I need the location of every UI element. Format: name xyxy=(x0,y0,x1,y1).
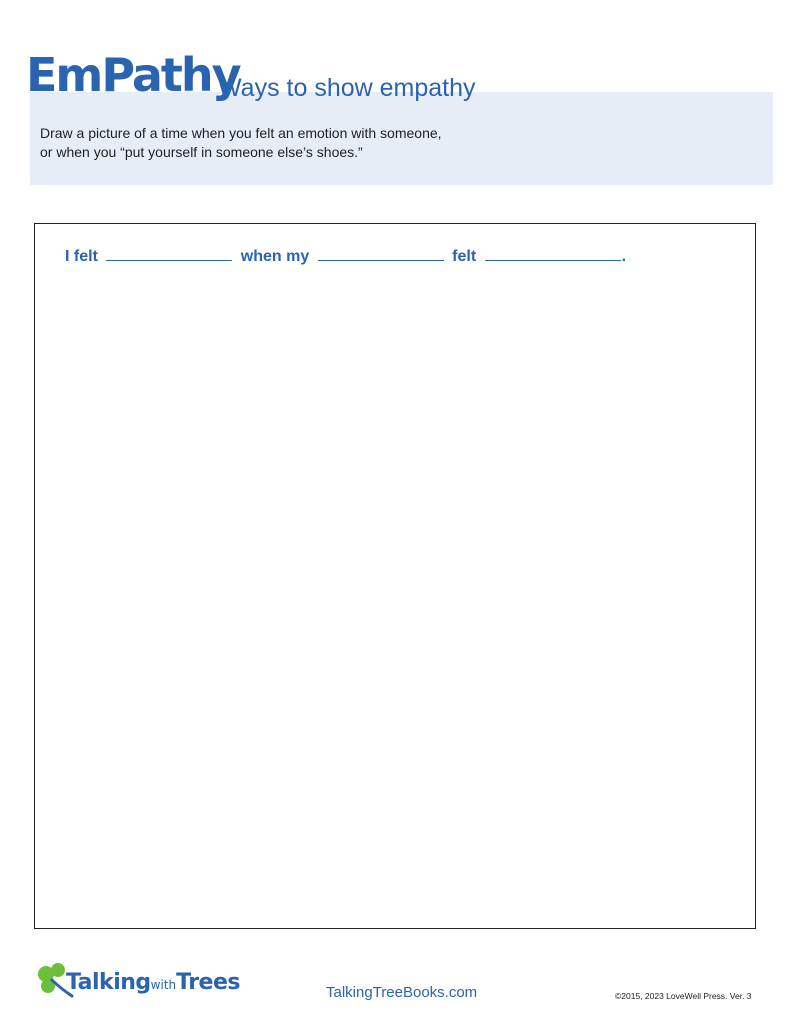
copyright-notice: ©2015, 2023 LoveWell Press. Ver. 3 xyxy=(615,991,752,1001)
drawing-area[interactable] xyxy=(34,223,756,929)
logo-wordmark xyxy=(66,972,240,994)
logo-word-with: with xyxy=(150,978,177,992)
prompt-text-when-my: when my xyxy=(240,248,310,265)
prompt-period: . xyxy=(621,248,627,265)
sentence-prompt xyxy=(65,248,626,266)
prompt-text-i-felt: I felt xyxy=(65,248,98,265)
talking-with-trees-logo xyxy=(36,960,246,1002)
blank-their-feeling[interactable] xyxy=(485,248,621,261)
blank-person[interactable] xyxy=(318,248,444,261)
logo-word-talking: Talking xyxy=(66,970,151,995)
blank-feeling[interactable] xyxy=(106,248,232,261)
page-subtitle: Ways to show empathy xyxy=(218,74,476,102)
logo-word-trees: Trees xyxy=(176,970,240,995)
instructions xyxy=(40,124,740,162)
website-link[interactable]: TalkingTreeBooks.com xyxy=(326,984,478,1001)
instructions-line-2: or when you “put yourself in someone else’s shoes.” xyxy=(40,144,363,160)
page-title: EmPathy xyxy=(26,48,240,102)
prompt-text-felt: felt xyxy=(452,248,477,265)
instructions-line-1: Draw a picture of a time when you felt an emotion with someone, xyxy=(40,125,442,141)
